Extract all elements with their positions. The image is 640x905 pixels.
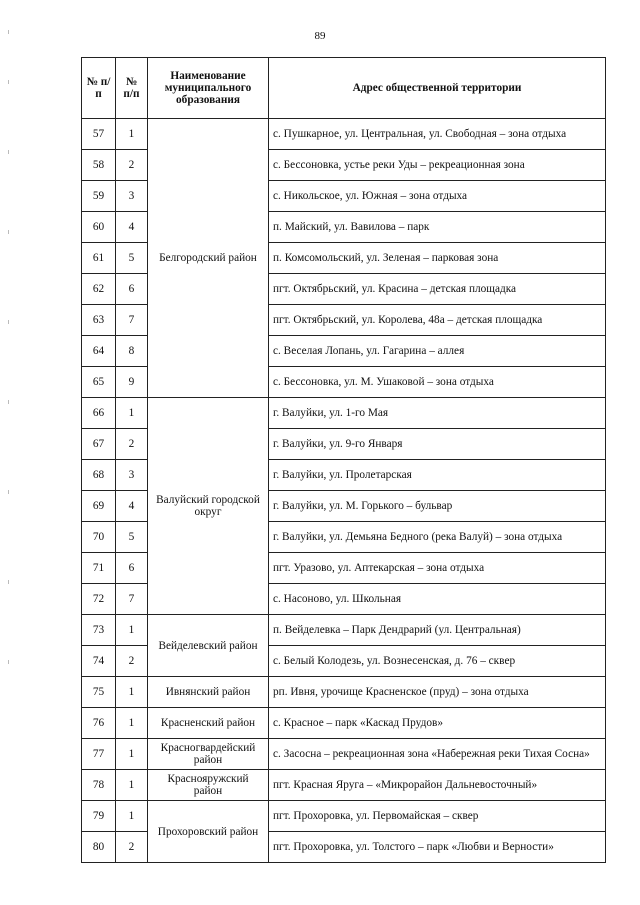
table-body [82, 119, 606, 863]
territory-address: с. Пушкарное, ул. Центральная, ул. Свободная – зона отдыха [269, 119, 606, 150]
group-row-number: 1 [116, 398, 148, 429]
row-number: 73 [82, 615, 116, 646]
row-number: 64 [82, 336, 116, 367]
row-number: 80 [82, 832, 116, 863]
table-header-row [82, 58, 606, 119]
scan-margin-marks [8, 20, 16, 720]
row-number: 60 [82, 212, 116, 243]
group-row-number: 4 [116, 491, 148, 522]
header-address: Адрес общественной территории [269, 58, 606, 119]
municipality-name: Краснояружский район [148, 770, 269, 801]
territory-address: пгт. Уразово, ул. Аптекарская – зона отдыха [269, 553, 606, 584]
table-row [82, 677, 606, 708]
row-number: 68 [82, 460, 116, 491]
row-number: 69 [82, 491, 116, 522]
group-row-number: 9 [116, 367, 148, 398]
municipality-name: Ивнянский район [148, 677, 269, 708]
row-number: 66 [82, 398, 116, 429]
row-number: 72 [82, 584, 116, 615]
group-row-number: 2 [116, 646, 148, 677]
group-row-number: 7 [116, 584, 148, 615]
group-row-number: 1 [116, 615, 148, 646]
header-row-number: № п/п [82, 58, 116, 119]
territory-address: г. Валуйки, ул. 9-го Января [269, 429, 606, 460]
territory-address: с. Засосна – рекреационная зона «Набережная реки Тихая Сосна» [269, 739, 606, 770]
header-municipality: Наименование муниципального образования [148, 58, 269, 119]
row-number: 75 [82, 677, 116, 708]
territory-address: с. Белый Колодезь, ул. Вознесенская, д. 76 – сквер [269, 646, 606, 677]
group-row-number: 3 [116, 460, 148, 491]
municipality-name: Белгородский район [148, 119, 269, 398]
group-row-number: 2 [116, 150, 148, 181]
group-row-number: 3 [116, 181, 148, 212]
row-number: 76 [82, 708, 116, 739]
table-row [82, 739, 606, 770]
territories-table [81, 57, 606, 863]
territory-address: пгт. Октябрьский, ул. Королева, 48а – детская площадка [269, 305, 606, 336]
municipality-name: Вейделевский район [148, 615, 269, 677]
row-number: 67 [82, 429, 116, 460]
group-row-number: 1 [116, 119, 148, 150]
municipality-name: Валуйский городской округ [148, 398, 269, 615]
row-number: 61 [82, 243, 116, 274]
group-row-number: 2 [116, 429, 148, 460]
table-row [82, 801, 606, 832]
group-row-number: 7 [116, 305, 148, 336]
territory-address: п. Майский, ул. Вавилова – парк [269, 212, 606, 243]
territory-address: пгт. Красная Яруга – «Микрорайон Дальневосточный» [269, 770, 606, 801]
territory-address: рп. Ивня, урочище Красненское (пруд) – зона отдыха [269, 677, 606, 708]
group-row-number: 1 [116, 677, 148, 708]
territory-address: г. Валуйки, ул. Пролетарская [269, 460, 606, 491]
table-row [82, 770, 606, 801]
group-row-number: 4 [116, 212, 148, 243]
row-number: 62 [82, 274, 116, 305]
group-row-number: 1 [116, 801, 148, 832]
group-row-number: 6 [116, 553, 148, 584]
territory-address: п. Вейделевка – Парк Дендрарий (ул. Центральная) [269, 615, 606, 646]
group-row-number: 8 [116, 336, 148, 367]
territory-address: с. Насоново, ул. Школьная [269, 584, 606, 615]
territory-address: пгт. Прохоровка, ул. Первомайская – сквер [269, 801, 606, 832]
table-row [82, 119, 606, 150]
territory-address: с. Красное – парк «Каскад Прудов» [269, 708, 606, 739]
territory-address: пгт. Прохоровка, ул. Толстого – парк «Любви и Верности» [269, 832, 606, 863]
row-number: 59 [82, 181, 116, 212]
territory-address: г. Валуйки, ул. М. Горького – бульвар [269, 491, 606, 522]
page-number: 89 [314, 30, 326, 42]
header-group-number: № п/п [116, 58, 148, 119]
municipality-name: Прохоровский район [148, 801, 269, 863]
table-row [82, 615, 606, 646]
row-number: 65 [82, 367, 116, 398]
municipality-name: Красненский район [148, 708, 269, 739]
row-number: 78 [82, 770, 116, 801]
municipality-name: Красногвардейский район [148, 739, 269, 770]
territory-address: п. Комсомольский, ул. Зеленая – парковая зона [269, 243, 606, 274]
group-row-number: 6 [116, 274, 148, 305]
group-row-number: 1 [116, 708, 148, 739]
group-row-number: 2 [116, 832, 148, 863]
territory-address: с. Веселая Лопань, ул. Гагарина – аллея [269, 336, 606, 367]
group-row-number: 5 [116, 243, 148, 274]
territory-address: с. Бессоновка, ул. М. Ушаковой – зона отдыха [269, 367, 606, 398]
territory-address: с. Бессоновка, устье реки Уды – рекреационная зона [269, 150, 606, 181]
territory-address: г. Валуйки, ул. Демьяна Бедного (река Валуй) – зона отдыха [269, 522, 606, 553]
table-row [82, 398, 606, 429]
group-row-number: 5 [116, 522, 148, 553]
row-number: 63 [82, 305, 116, 336]
territory-address: пгт. Октябрьский, ул. Красина – детская площадка [269, 274, 606, 305]
group-row-number: 1 [116, 739, 148, 770]
territory-address: г. Валуйки, ул. 1-го Мая [269, 398, 606, 429]
row-number: 77 [82, 739, 116, 770]
row-number: 71 [82, 553, 116, 584]
group-row-number: 1 [116, 770, 148, 801]
row-number: 58 [82, 150, 116, 181]
territory-address: с. Никольское, ул. Южная – зона отдыха [269, 181, 606, 212]
table-row [82, 708, 606, 739]
row-number: 79 [82, 801, 116, 832]
row-number: 74 [82, 646, 116, 677]
row-number: 57 [82, 119, 116, 150]
row-number: 70 [82, 522, 116, 553]
